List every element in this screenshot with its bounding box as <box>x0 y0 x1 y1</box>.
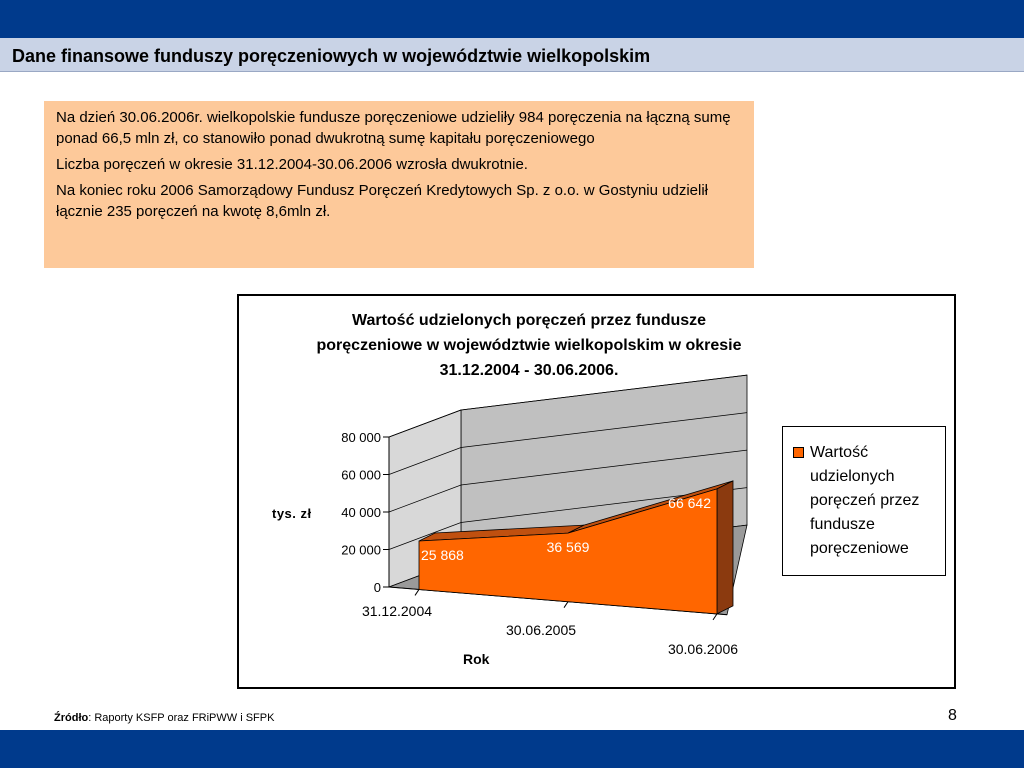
top-bar <box>0 0 1024 38</box>
title-band <box>0 38 1024 72</box>
x-tick <box>564 602 568 608</box>
x-tick-label: 31.12.2004 <box>361 603 433 619</box>
info-paragraph-2: Liczba poręczeń w okresie 31.12.2004-30.06.2006 wzrosła dwukrotnie. <box>56 156 528 173</box>
x-tick-label: 30.06.2006 <box>667 641 739 657</box>
chart-title-line-3: 31.12.2004 - 30.06.2006. <box>439 362 619 379</box>
info-box <box>44 101 754 268</box>
y-tick-label: 0 <box>373 580 381 595</box>
info-paragraph-3: Na koniec roku 2006 Samorządowy Fundusz Poręczeń Kredytowych Sp. z o.o. w Gostyniu udzielił łącznie 235 poręczeń na kwotę 8,6mln zł. <box>56 182 708 220</box>
bottom-bar <box>0 730 1024 768</box>
data-label: 36 569 <box>546 539 590 556</box>
y-tick-label: 80 000 <box>341 430 381 445</box>
chart-legend <box>782 426 946 576</box>
info-paragraph-1: Na dzień 30.06.2006r. wielkopolskie fundusze poręczeniowe udzieliły 984 poręczenia na łączną sumę ponad 66,5 mln zł, co stanowiło ponad dwukrotną sumę kapitału poręczeniowego <box>56 109 731 147</box>
area-side-face <box>717 481 733 614</box>
source-label: Źródło <box>54 712 89 724</box>
x-tick-label: 30.06.2005 <box>505 622 577 638</box>
page-number: 8 <box>948 707 957 724</box>
legend-label: Wartość udzielonych poręczeń przez fundusze poręczeniowe <box>810 444 920 557</box>
legend-swatch <box>793 447 804 458</box>
x-tick <box>713 614 717 620</box>
y-tick-label: 20 000 <box>341 542 381 558</box>
y-tick-label: 40 000 <box>341 505 381 520</box>
chart-title-line-2: poręczeniowe w województwie wielkopolskim w okresie <box>316 337 742 354</box>
chart-frame <box>237 294 956 689</box>
page-title: Dane finansowe funduszy poręczeniowych w województwie wielkopolskim <box>12 46 651 66</box>
data-label: 66 642 <box>668 494 711 511</box>
x-tick <box>415 589 419 595</box>
source-text: : Raporty KSFP oraz FRiPWW i SFPK <box>88 712 275 724</box>
source-note <box>54 712 274 724</box>
y-tick-label: 60 000 <box>341 467 381 483</box>
y-axis-title: tys. zł <box>272 506 312 521</box>
data-label: 25 868 <box>421 546 464 563</box>
chart-title-line-1: Wartość udzielonych poręczeń przez fundusze <box>351 312 707 329</box>
x-axis-title: Rok <box>463 651 490 667</box>
